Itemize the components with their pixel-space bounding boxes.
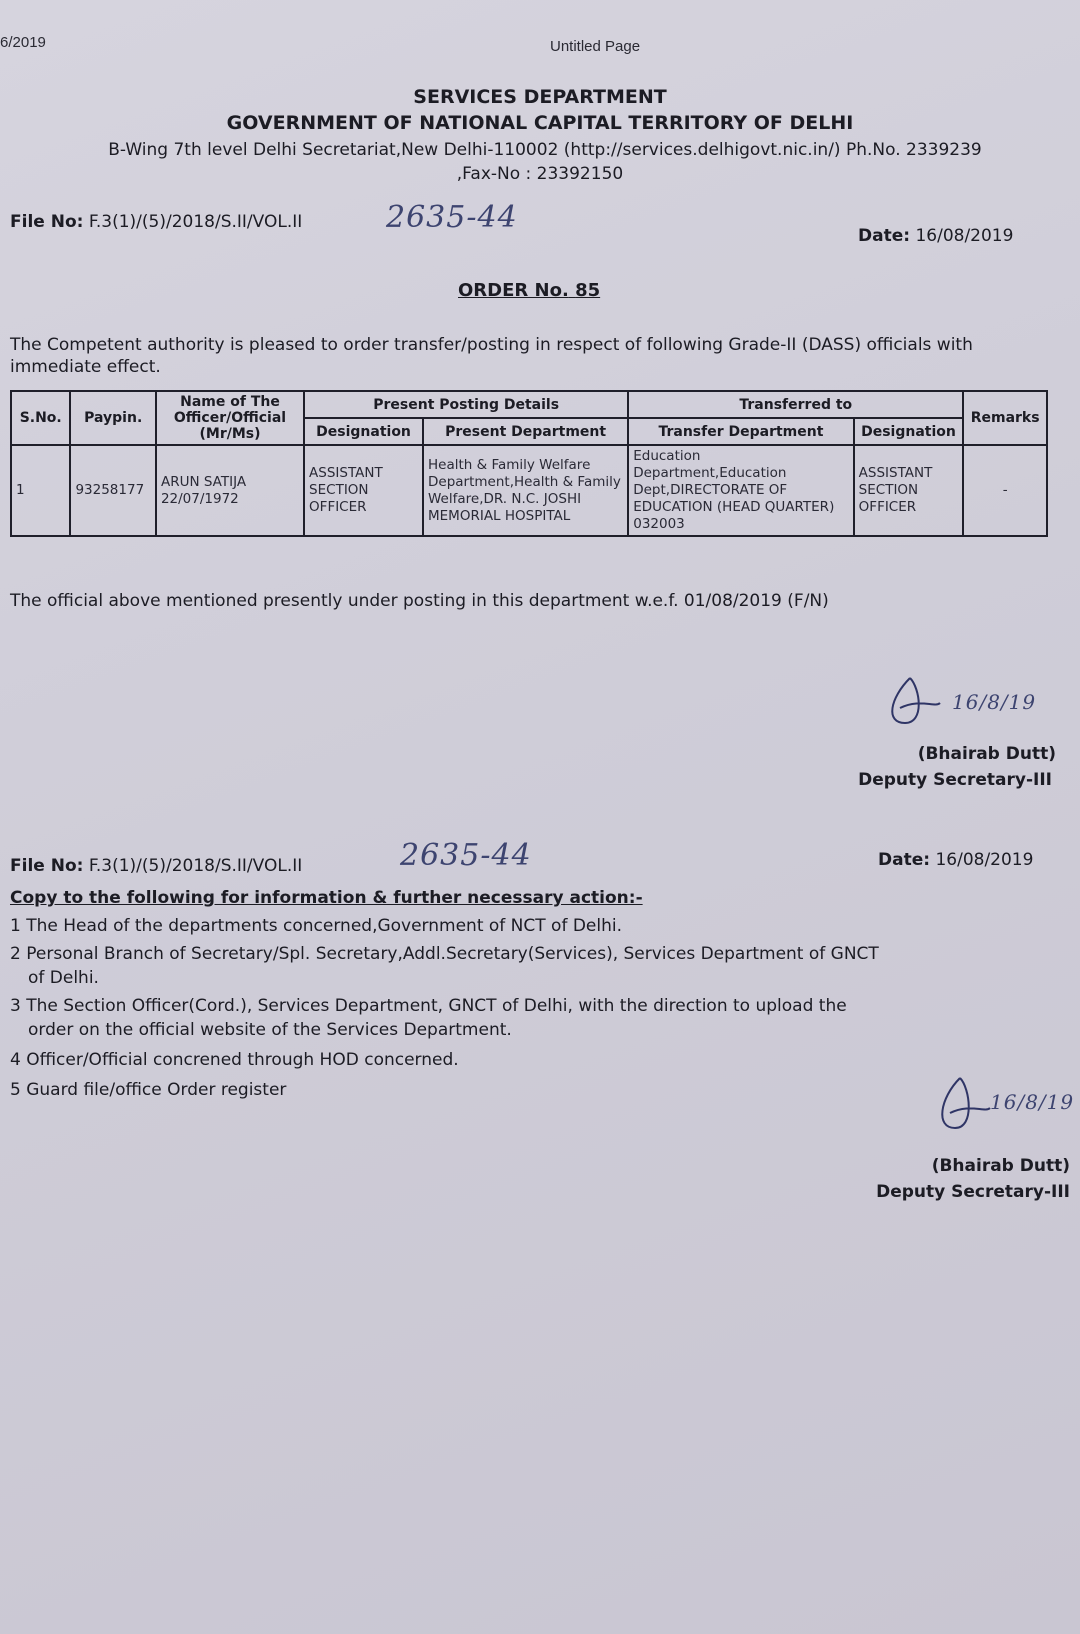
order-number: 85 (575, 280, 601, 301)
th-transfer-group: Transferred to (628, 391, 963, 418)
print-date: 6/2019 (0, 34, 46, 51)
signatory-name-2: (Bhairab Dutt) (931, 1156, 1070, 1176)
handwritten-file-suffix: 2635-44 (386, 200, 518, 235)
th-transfer-department: Transfer Department (628, 418, 853, 445)
th-remarks: Remarks (963, 391, 1047, 445)
list-item: of Delhi. (28, 968, 99, 988)
signatory-name-1: (Bhairab Dutt) (917, 744, 1056, 764)
transfer-table (10, 390, 1048, 537)
list-item: 5 Guard file/office Order register (10, 1080, 287, 1100)
date-label-2: Date: (878, 850, 931, 870)
posting-note: The official above mentioned presently under posting in this department w.e.f. 01/08/2019 (F/N) (10, 591, 829, 611)
list-item: 2 Personal Branch of Secretary/Spl. Secretary,Addl.Secretary(Services), Services Department of GNCT (10, 944, 879, 964)
cell-paypin: 93258177 (70, 445, 156, 536)
date-label: Date: (858, 226, 911, 246)
cell-sno: 1 (11, 445, 70, 536)
file-no-value: F.3(1)/(5)/2018/S.II/VOL.II (88, 212, 303, 232)
government-title: GOVERNMENT OF NATIONAL CAPITAL TERRITORY OF DELHI (226, 112, 854, 134)
cell-present-department: Health & Family Welfare Department,Health & Family Welfare,DR. N.C. JOSHI MEMORIAL HOSPITAL (423, 445, 628, 536)
signatory-title-1: Deputy Secretary-III (858, 770, 1052, 790)
copy-heading: Copy to the following for information & further necessary action:- (10, 888, 643, 908)
cell-designation: ASSISTANT SECTION OFFICER (304, 445, 423, 536)
list-item: 1 The Head of the departments concerned,Government of NCT of Delhi. (10, 916, 623, 936)
signature-date-1: 16/8/19 (952, 690, 1037, 714)
th-present-department: Present Department (423, 418, 628, 445)
th-designation: Designation (304, 418, 423, 445)
file-no-label: File No: (10, 212, 84, 232)
date-value-2: 16/08/2019 (935, 850, 1034, 870)
signature-date-2: 16/8/19 (990, 1090, 1075, 1114)
file-no-label-2: File No: (10, 856, 84, 876)
list-item: 4 Officer/Official concrened through HOD concerned. (10, 1050, 459, 1070)
file-number-line-2 (10, 856, 302, 876)
th-paypin: Paypin. (70, 391, 156, 445)
date-value: 16/08/2019 (915, 226, 1014, 246)
signatory-title-2: Deputy Secretary-III (876, 1182, 1070, 1202)
date-line-2 (878, 850, 1033, 870)
handwritten-file-suffix-2: 2635-44 (400, 838, 532, 873)
print-page-title: Untitled Page (550, 38, 641, 55)
date-line (858, 226, 1013, 246)
order-heading (458, 280, 600, 301)
address-line-2: ,Fax-No : 23392150 (456, 164, 624, 184)
th-sno: S.No. (11, 391, 70, 445)
cell-name: ARUN SATIJA 22/07/1972 (156, 445, 304, 536)
copy-list (10, 914, 1060, 1102)
order-label: ORDER No. (458, 280, 569, 301)
list-item: 3 The Section Officer(Cord.), Services Department, GNCT of Delhi, with the direction to upload the (10, 996, 847, 1016)
table-row (11, 445, 1047, 536)
cell-transfer-department: Education Department,Education Dept,DIRECTORATE OF EDUCATION (HEAD QUARTER) 032003 (628, 445, 853, 536)
order-intro: The Competent authority is pleased to order transfer/posting in respect of following Grade-II (DASS) officials with immediate effect. (10, 335, 973, 377)
address-line-1: B-Wing 7th level Delhi Secretariat,New Delhi-110002 (http://services.delhigovt.nic.in/) Ph.No. 2339239 (108, 140, 982, 160)
file-no-value-2: F.3(1)/(5)/2018/S.II/VOL.II (88, 856, 303, 876)
list-item: order on the official website of the Services Department. (28, 1020, 512, 1040)
cell-remarks: - (963, 445, 1047, 536)
department-title: SERVICES DEPARTMENT (413, 86, 667, 108)
th-transfer-designation: Designation (854, 418, 964, 445)
cell-transfer-designation: ASSISTANT SECTION OFFICER (854, 445, 964, 536)
th-name: Name of The Officer/Official (Mr/Ms) (156, 391, 304, 445)
file-number-line (10, 212, 302, 232)
th-present-group: Present Posting Details (304, 391, 628, 418)
